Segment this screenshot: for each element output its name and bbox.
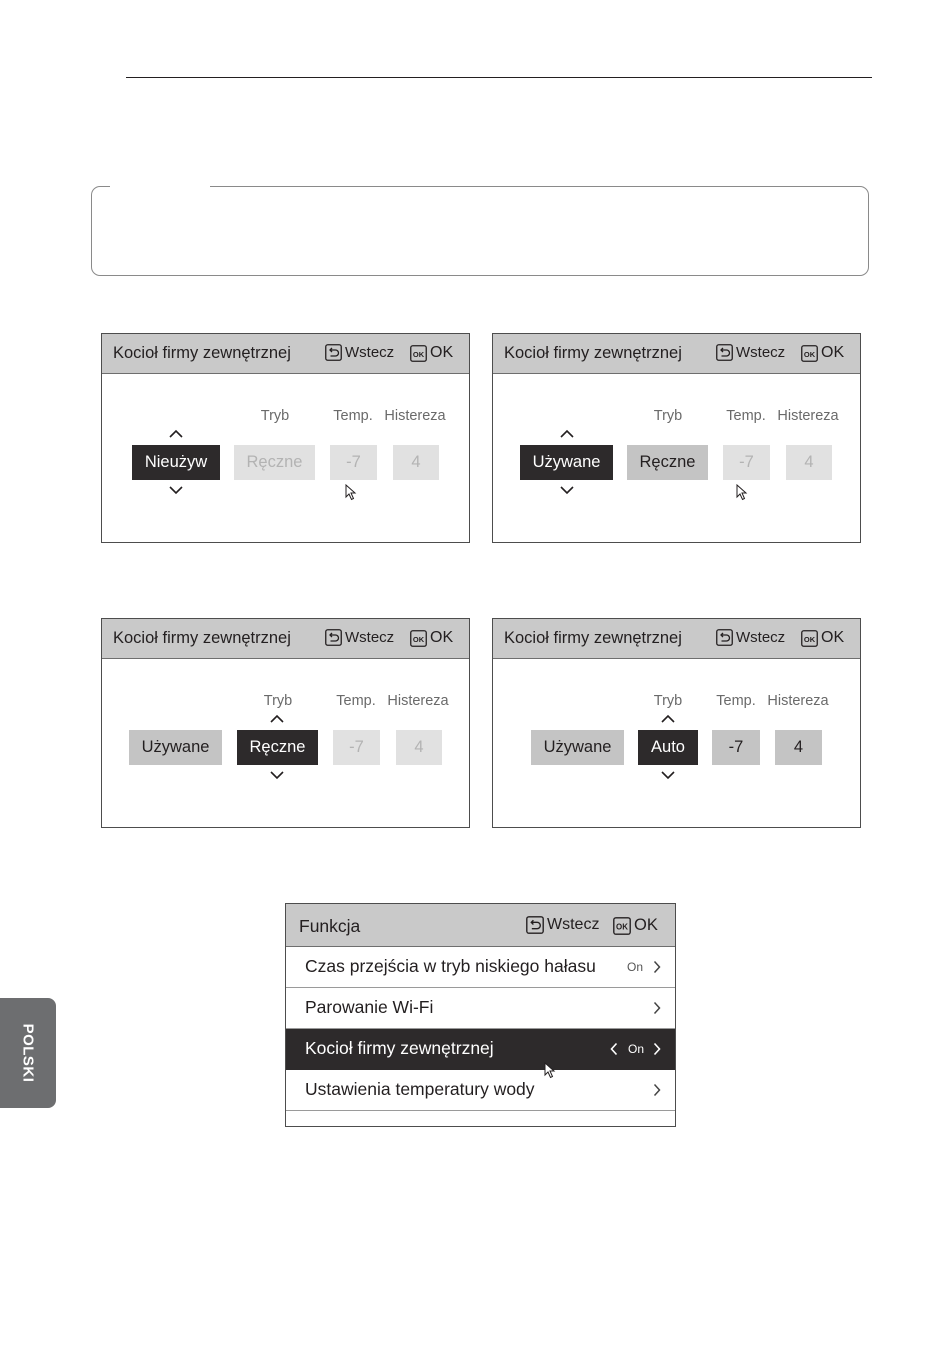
panel-title: Kocioł firmy zewnętrznej <box>113 344 291 362</box>
menu-item-value: On <box>626 960 643 974</box>
col-tryb-label: Tryb <box>653 408 683 424</box>
boiler-panel-2 <box>492 333 861 543</box>
hysteresis-chip[interactable]: 4 <box>786 445 832 480</box>
col-temp-label: Temp. <box>333 408 373 424</box>
ok-button[interactable] <box>410 344 453 362</box>
col-temp-label: Temp. <box>726 408 766 424</box>
ok-icon <box>410 345 427 362</box>
back-label: Wstecz <box>736 629 786 646</box>
chevron-right-icon <box>653 1001 661 1015</box>
top-rule <box>126 77 872 78</box>
mode-chip[interactable]: Ręczne <box>237 730 318 765</box>
function-menu <box>285 903 676 1127</box>
ok-button[interactable] <box>613 916 658 935</box>
menu-item-label: Ustawienia temperatury wody <box>305 1079 535 1099</box>
ok-icon <box>613 917 631 935</box>
menu-header <box>286 904 675 947</box>
svg-text:OK: OK <box>412 349 425 359</box>
temp-chip[interactable]: -7 <box>723 445 770 480</box>
back-label: Wstecz <box>345 629 395 646</box>
ok-button[interactable] <box>410 629 453 647</box>
ok-icon <box>410 630 427 647</box>
menu-item-label: Czas przejścia w tryb niskiego hałasu <box>305 956 596 976</box>
back-icon <box>526 916 544 934</box>
panel-title: Kocioł firmy zewnętrznej <box>504 629 682 647</box>
panel-header <box>102 619 469 659</box>
ok-icon <box>801 345 818 362</box>
cursor-icon <box>736 484 748 501</box>
panel-header <box>102 334 469 374</box>
state-chip[interactable]: Nieużyw <box>132 445 220 480</box>
col-tryb-label: Tryb <box>263 693 293 709</box>
chevron-down-icon[interactable] <box>560 486 574 495</box>
mode-chip[interactable]: Ręczne <box>627 445 708 480</box>
chevron-right-icon[interactable] <box>653 1042 661 1056</box>
temp-chip[interactable]: -7 <box>330 445 377 480</box>
mode-chip[interactable]: Auto <box>638 730 698 765</box>
note-box-gap <box>110 182 210 190</box>
temp-chip[interactable]: -7 <box>712 730 760 765</box>
chevron-right-icon <box>653 1083 661 1097</box>
col-temp-label: Temp. <box>336 693 376 709</box>
svg-text:OK: OK <box>412 634 425 644</box>
back-label: Wstecz <box>736 344 786 361</box>
col-tryb-label: Tryb <box>653 693 683 709</box>
back-button[interactable] <box>325 629 394 646</box>
hysteresis-chip[interactable]: 4 <box>775 730 822 765</box>
ok-button[interactable] <box>801 344 844 362</box>
hysteresis-chip[interactable]: 4 <box>396 730 442 765</box>
menu-item-wifi-pairing[interactable] <box>286 988 675 1029</box>
col-hist-label: Histereza <box>767 693 829 709</box>
ok-label: OK <box>430 629 454 646</box>
svg-text:OK: OK <box>803 634 816 644</box>
chevron-up-icon[interactable] <box>169 429 183 438</box>
col-hist-label: Histereza <box>384 408 446 424</box>
state-chip[interactable]: Używane <box>531 730 624 765</box>
menu-item-low-noise[interactable] <box>286 947 675 988</box>
ok-icon <box>801 630 818 647</box>
col-temp-label: Temp. <box>716 693 756 709</box>
panel-title: Kocioł firmy zewnętrznej <box>504 344 682 362</box>
language-label: POLSKI <box>19 1023 37 1083</box>
ok-label: OK <box>430 344 454 361</box>
menu-item-value: On <box>627 1042 644 1056</box>
back-label: Wstecz <box>345 344 395 361</box>
chevron-left-icon[interactable] <box>610 1042 618 1056</box>
ok-label: OK <box>821 344 845 361</box>
back-icon <box>325 629 342 646</box>
cursor-icon <box>345 484 357 501</box>
menu-item-water-temp-settings[interactable] <box>286 1070 675 1111</box>
col-hist-label: Histereza <box>777 408 839 424</box>
chevron-right-icon <box>653 960 661 974</box>
back-icon <box>325 344 342 361</box>
panel-header <box>493 619 860 659</box>
state-chip[interactable]: Używane <box>129 730 222 765</box>
temp-chip[interactable]: -7 <box>333 730 380 765</box>
boiler-panel-1 <box>101 333 470 543</box>
chevron-up-icon[interactable] <box>560 429 574 438</box>
back-button[interactable] <box>716 629 785 646</box>
back-button[interactable] <box>526 916 599 934</box>
ok-label: OK <box>821 629 845 646</box>
menu-item-label: Parowanie Wi-Fi <box>305 997 434 1017</box>
back-button[interactable] <box>716 344 785 361</box>
col-tryb-label: Tryb <box>260 408 290 424</box>
menu-item-third-party-boiler[interactable] <box>286 1029 675 1070</box>
chevron-down-icon[interactable] <box>661 771 675 780</box>
menu-title: Funkcja <box>299 916 361 936</box>
svg-text:OK: OK <box>616 921 628 931</box>
back-icon <box>716 344 733 361</box>
boiler-panel-4 <box>492 618 861 828</box>
note-box <box>91 186 869 276</box>
hysteresis-chip[interactable]: 4 <box>393 445 439 480</box>
back-label: Wstecz <box>547 916 600 933</box>
language-side-tab <box>0 998 56 1108</box>
chevron-down-icon[interactable] <box>270 771 284 780</box>
chevron-up-icon[interactable] <box>661 714 675 723</box>
panel-title: Kocioł firmy zewnętrznej <box>113 629 291 647</box>
state-chip[interactable]: Używane <box>520 445 613 480</box>
panel-header <box>493 334 860 374</box>
boiler-panel-3 <box>101 618 470 828</box>
back-icon <box>716 629 733 646</box>
col-hist-label: Histereza <box>387 693 449 709</box>
chevron-down-icon[interactable] <box>169 486 183 495</box>
svg-text:OK: OK <box>803 349 816 359</box>
ok-button[interactable] <box>801 629 844 647</box>
mode-chip[interactable]: Ręczne <box>234 445 315 480</box>
back-button[interactable] <box>325 344 394 361</box>
ok-label: OK <box>634 916 658 934</box>
menu-item-label: Kocioł firmy zewnętrznej <box>305 1038 494 1058</box>
chevron-up-icon[interactable] <box>270 714 284 723</box>
